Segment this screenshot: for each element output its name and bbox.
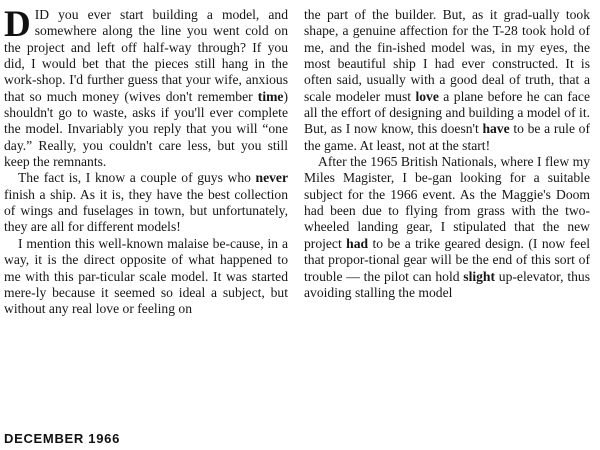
paragraph [4, 236, 288, 318]
text-run: After the 1965 British Nationals, where I flew my Miles Magister, I be-gan looking for a suitable subject for the 1966 event. As the Maggie's Doom had been due to flying from grass with the two-wheeled landing gear, I stipulated that the new project [304, 154, 590, 251]
text-run: finish a ship. As it is, they have the best collection of wings and fuselages in town, but unfortunately, they are all for different models! [4, 186, 288, 235]
paragraph [4, 170, 288, 235]
text-run: ) shouldn't go to waste, asks if you'll ever complete the model. Invariably you reply that you will “one day.” Really, you couldn't care less, but you still keep the remnants. [4, 88, 288, 170]
bold-text: have [482, 121, 510, 137]
footer-date: DECEMBER 1966 [4, 431, 121, 446]
text-run: ID you ever start building a model, and somewhere along the line you went cold on the project and left off half-way through? If you did, I would bet that the pieces still hang in the work-shop. I'd further guess that your wife, anxious that so much money (wives don't remember [4, 7, 288, 104]
drop-cap: D [4, 4, 31, 45]
bold-text: love [415, 88, 439, 104]
bold-text: had [346, 235, 369, 251]
text-run: the part of the builder. But, as it grad-ually took shape, a genuine affection for the T-28 took hold of me, and the fin-ished model was, in my eyes, the most beautiful ship I had ever constructed. It is often said, usually with a good deal of truth, that a scale modeler must [304, 7, 590, 104]
left-column [4, 4, 288, 318]
text-run: a plane before he can face all the effort of designing and building a model of it. But, as I now know, this doesn't [304, 88, 590, 137]
bold-text: slight [463, 268, 496, 284]
bold-text: time [257, 88, 284, 104]
paragraph [304, 154, 590, 301]
text-run: I mention this well-known malaise be-cause, in a way, it is the direct opposite of what happened to me with this par-ticular scale model. It was started mere-ly because it seemed so ideal a subject, but without any real love or feeling on [4, 235, 288, 317]
paragraph [4, 4, 288, 170]
text-run: The fact is, I know a couple of guys who [18, 170, 256, 186]
bold-text: never [255, 170, 288, 186]
paragraph [304, 7, 590, 154]
text-run: up-elevator, thus avoiding stalling the model [304, 268, 590, 300]
text-run: to be a trike geared design. (I now feel that propor-tional gear will be the end of this sort of trouble — the pilot can hold [304, 235, 591, 284]
text-run: to be a rule of the game. At least, not at the start! [304, 121, 590, 153]
right-column [304, 7, 590, 301]
